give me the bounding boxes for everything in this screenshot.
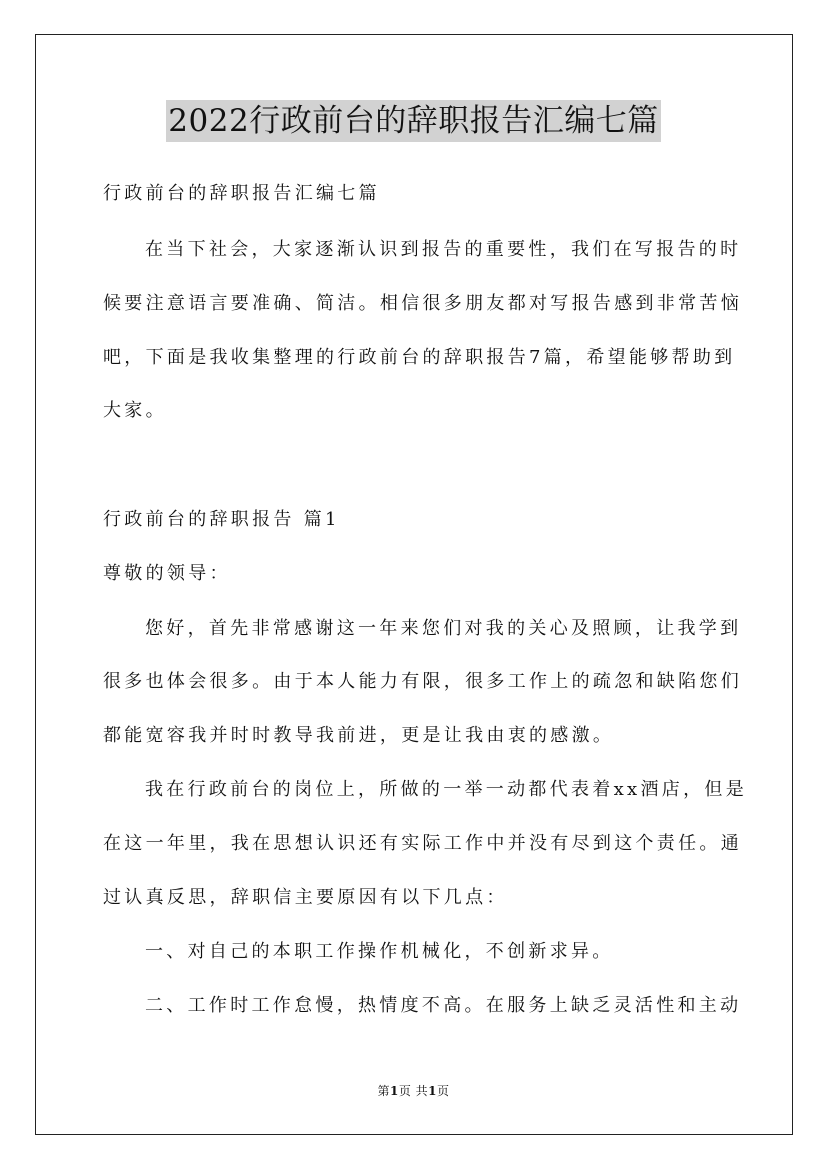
document-title: 2022行政前台的辞职报告汇编七篇	[166, 100, 660, 142]
body-line-8: 二、工作时工作怠慢，热情度不高。在服务上缺乏灵活性和主动	[145, 995, 742, 1016]
intro-line-3: 吧，下面是我收集整理的行政前台的辞职报告7篇，希望能够帮助到	[103, 347, 736, 368]
intro-line-1: 在当下社会，大家逐渐认识到报告的重要性，我们在写报告的时	[145, 239, 742, 260]
page-footer	[0, 1083, 827, 1099]
salutation: 尊敬的领导：	[103, 563, 231, 584]
body-line-2: 很多也体会很多。由于本人能力有限，很多工作上的疏忽和缺陷您们	[103, 671, 742, 692]
footer-page-number: 1	[389, 1084, 399, 1098]
intro-line-4: 大家。	[103, 400, 167, 421]
section-heading: 行政前台的辞职报告 篇1	[103, 509, 340, 530]
body-line-1: 您好，首先非常感谢这一年来您们对我的关心及照顾，让我学到	[145, 618, 742, 639]
body-line-3: 都能宽容我并时时教导我前进，更是让我由衷的感激。	[103, 725, 615, 746]
footer-prefix: 第	[377, 1084, 390, 1098]
body-line-6: 过认真反思，辞职信主要原因有以下几点：	[103, 887, 508, 908]
footer-total-pages: 1	[428, 1084, 438, 1098]
body-line-4: 我在行政前台的岗位上，所做的一举一动都代表着xx酒店，但是	[145, 779, 747, 800]
intro-line-2: 候要注意语言要准确、简洁。相信很多朋友都对写报告感到非常苦恼	[103, 293, 742, 314]
body-line-5: 在这一年里，我在思想认识还有实际工作中并没有尽到这个责任。通	[103, 833, 742, 854]
body-line-7: 一、对自己的本职工作操作机械化，不创新求异。	[145, 941, 614, 962]
footer-mid: 页 共	[398, 1084, 429, 1098]
footer-suffix: 页	[437, 1084, 450, 1098]
title-wrap	[0, 100, 827, 142]
subtitle: 行政前台的辞职报告汇编七篇	[103, 183, 380, 204]
